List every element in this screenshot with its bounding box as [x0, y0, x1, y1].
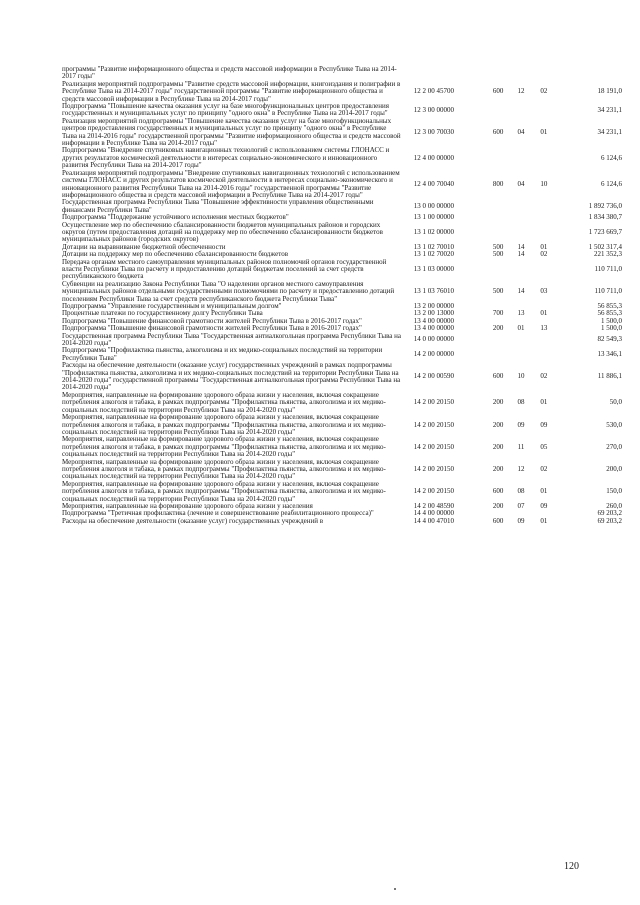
target-article-code: 12 4 00 70040	[413, 179, 454, 188]
section-code: 01	[517, 324, 525, 333]
budget-item-name: Государственная программа Республики Тыва "Государственная антиалкогольная программа Республики Тыва на 2014-2020 годы"	[62, 331, 402, 348]
subsection-code: 13	[540, 324, 548, 333]
budget-item-name: Передача органам местного самоуправления муниципальных районов полномочий органов государственной власти Республики Тыва по расчету и предоставлению дотаций бюджетам поселений за счет средств республиканского бюджета	[62, 257, 387, 281]
expense-type	[487, 333, 510, 348]
section-code: 12	[517, 464, 525, 473]
budget-item-name: Осуществление мер по обеспечению сбалансированности бюджетов муниципальных районов и городских округов (путем предоставления дотаций на поддержку мер по обеспечению сбалансированности бюджетов муниципальных районов (городских округов)	[62, 220, 383, 244]
table-row	[62, 81, 622, 103]
subsection-code	[532, 199, 555, 214]
expense-type: 800	[492, 179, 504, 188]
section-code: 14	[517, 242, 525, 251]
subsection-code: 01	[540, 487, 548, 496]
table-row	[62, 347, 622, 362]
amount: 6 124,6	[601, 153, 622, 162]
table-row	[62, 199, 622, 214]
target-article-code: 14 2 00 20150	[413, 487, 454, 496]
subsection-code	[532, 103, 555, 118]
section-code: 09	[517, 516, 525, 525]
page-number: 120	[564, 861, 579, 872]
target-article-code: 14 2 00 20150	[413, 464, 454, 473]
expense-type: 600	[492, 87, 504, 96]
budget-item-name: Дотации на поддержку мер по обеспечению сбалансированности бюджетов	[62, 250, 288, 259]
expense-type: 200	[492, 464, 504, 473]
amount: 56 855,3	[597, 302, 622, 310]
target-article-code: 14 0 00 00000	[413, 335, 454, 344]
section-code	[510, 333, 533, 348]
amount: 18 191,0	[597, 87, 622, 96]
amount: 34 231,1	[597, 127, 622, 136]
section-code	[510, 347, 533, 362]
expense-type: 700	[492, 309, 504, 318]
subsection-code: 02	[540, 372, 548, 381]
budget-item-name: Государственная программа Республики Тыва "Повышение эффективности управления общественными финансами Республики Тыва"	[62, 198, 374, 214]
target-article-code: 13 1 02 70020	[413, 250, 454, 259]
amount: 110 711,0	[594, 287, 622, 296]
target-article-code: 14 4 00 00000	[413, 509, 454, 518]
budget-item-name: Подпрограмма "Повышение финансовой грамотности жителей Республики Тыва в 2016-2017 годах"	[62, 316, 362, 325]
table-row	[62, 459, 622, 481]
section-code	[510, 147, 533, 169]
budget-item-name: Расходы на обеспечение деятельности (оказание услуг) государственных учреждений в	[62, 516, 324, 525]
budget-item-name: Реализация мероприятий подпрограммы "Внедрение спутниковых навигационных технологий с использованием системы ГЛОНАСС и других результатов космической деятельности в интересах социально-экономического и инновационного развития Республики Тыва на 2014-2016 годы" государственной программы "Развитие информационного общества и средств массовой информации в Республике Тыва на 2014-2017 годы"	[62, 168, 400, 199]
target-article-code: 14 2 00 00000	[413, 350, 454, 359]
amount: 34 231,1	[597, 105, 622, 114]
section-code: 04	[517, 179, 525, 188]
expense-type: 200	[492, 420, 504, 429]
expense-type: 500	[492, 287, 504, 296]
amount: 69 203,2	[597, 516, 622, 525]
subsection-code: 09	[540, 501, 548, 510]
amount	[555, 66, 622, 81]
amount: 1 892 736,0	[588, 202, 622, 211]
expense-type	[487, 199, 510, 214]
expense-type: 200	[492, 442, 504, 451]
section-code: 09	[517, 420, 525, 429]
expense-type: 200	[492, 324, 504, 333]
amount: 6 124,6	[601, 179, 622, 188]
subsection-code	[532, 222, 555, 244]
table-row	[62, 118, 622, 148]
amount: 1 502 317,4	[588, 242, 622, 251]
expense-type: 500	[492, 250, 504, 259]
amount: 11 886,1	[597, 372, 622, 381]
amount: 150,0	[606, 487, 622, 496]
section-code: 08	[517, 487, 525, 496]
table-row	[62, 333, 622, 348]
section-code: 08	[517, 398, 525, 407]
amount: 56 855,3	[597, 309, 622, 318]
subsection-code: 01	[540, 309, 548, 318]
budget-item-name: Процентные платежи по государственному долгу Республики Тыва	[62, 309, 263, 318]
table-row	[62, 66, 622, 81]
target-article-code: 13 4 00 00000	[413, 316, 454, 325]
subsection-code: 01	[540, 516, 548, 525]
amount: 221 352,3	[594, 250, 622, 259]
target-article-code: 13 2 00 13000	[413, 309, 454, 318]
section-code: 12	[517, 87, 525, 96]
budget-item-name: программы "Развитие информационного общества и средств массовой информации в Республике Тыва на 2014-2017 годы"	[62, 65, 397, 81]
amount: 82 549,3	[597, 335, 622, 344]
amount: 530,0	[606, 420, 622, 429]
expense-type: 500	[492, 242, 504, 251]
expense-type: 600	[492, 127, 504, 136]
target-article-code: 13 4 00 00000	[413, 324, 454, 333]
expense-type	[487, 222, 510, 244]
amount: 69 203,2	[597, 509, 622, 518]
amount: 1 500,0	[601, 324, 622, 333]
target-article-code: 12 2 00 45700	[413, 87, 454, 96]
subsection-code: 02	[540, 87, 548, 96]
target-article-code: 14 2 00 20150	[413, 420, 454, 429]
table-row	[62, 518, 622, 525]
table-row	[62, 481, 622, 503]
target-article-code: 14 2 00 48590	[413, 501, 454, 510]
expense-type	[487, 214, 510, 221]
budget-item-name: Мероприятия, направленные на формирование здорового образа жизни у населения, включая сокращение потребления алкоголя и табака, в рамках подпрограммы "Профилактика пьянства, алкоголизма и их медико-социальных последствий на территории Республики Тыва на 2014-2020 годы"	[62, 413, 386, 436]
budget-item-name: Подпрограмма "Повышение качества оказания услуг на базе многофункциональных центров предоставления государственных и муниципальных услуг по принципу "одного окна" в Республике Тыва на 2014-2017 годы"	[62, 102, 389, 118]
subsection-code: 02	[540, 464, 548, 473]
budget-item-name: Реализация мероприятий подпрограммы "Развитие средств массовой информации, книгоиздания и полиграфии в Республике Тыва на 2014-2017 годы" государственной программы "Развитие информационного общества и средств массовой информации в Республике Тыва на 2014-2017 годы"	[62, 79, 401, 103]
target-article-code: 13 1 03 76010	[413, 287, 454, 296]
section-code	[510, 214, 533, 221]
table-row	[62, 259, 622, 281]
expense-type	[487, 147, 510, 169]
expense-type	[487, 66, 510, 81]
target-article-code: 14 2 00 00590	[413, 372, 454, 381]
target-article-code: 14 2 00 20150	[413, 442, 454, 451]
budget-item-name: Мероприятия, направленные на формирование здорового образа жизни у населения	[62, 501, 313, 510]
section-code: 10	[517, 372, 525, 381]
subsection-code	[532, 347, 555, 362]
expense-type: 200	[492, 398, 504, 407]
table-row	[62, 414, 622, 436]
table-row	[62, 281, 622, 303]
subsection-code: 09	[540, 420, 548, 429]
amount: 1 723 669,7	[588, 227, 622, 236]
section-code	[510, 259, 533, 281]
subsection-code	[532, 333, 555, 348]
budget-item-name: Подпрограмма "Третичная профилактика (лечение и совершенствование реабилитационного процесса)"	[62, 509, 374, 518]
budget-item-name: Мероприятия, направленные на формирование здорового образа жизни у населения, включая сокращение потребления алкоголя и табака, в рамках подпрограммы "Профилактика пьянства, алкоголизма и их медико-социальных последствий на территории Республики Тыва на 2014-2020 годы"	[62, 457, 386, 481]
section-code: 11	[517, 442, 525, 451]
budget-item-name: Подпрограмма "Профилактика пьянства, алкоголизма и их медико-социальных последствий на территории Республики Тыва"	[62, 346, 383, 362]
expense-type: 600	[492, 372, 504, 381]
budget-document	[62, 66, 622, 525]
subsection-code: 01	[540, 242, 548, 251]
table-row	[62, 436, 622, 458]
subsection-code: 01	[540, 127, 548, 136]
budget-table	[62, 66, 622, 525]
section-code: 04	[517, 127, 525, 136]
subsection-code: 01	[540, 398, 548, 407]
expense-type	[487, 103, 510, 118]
target-article-code: 13 0 00 00000	[413, 202, 454, 211]
subsection-code: 02	[540, 250, 548, 259]
scan-speck	[394, 888, 396, 890]
target-article-code: 12 4 00 00000	[413, 153, 454, 162]
target-article-code: 12 3 00 00000	[413, 105, 454, 114]
subsection-code	[532, 214, 555, 221]
section-code	[510, 199, 533, 214]
budget-item-name: Подпрограмма "Управление государственным и муниципальным долгом"	[62, 302, 282, 310]
expense-type	[487, 347, 510, 362]
subsection-code: 05	[540, 442, 548, 451]
table-row	[62, 392, 622, 414]
target-article-code: 14 4 00 47010	[413, 516, 454, 525]
target-article-code: 13 1 02 00000	[413, 227, 454, 236]
target-article-code: 13 2 00 00000	[413, 302, 454, 310]
amount: 1 834 380,7	[588, 213, 622, 222]
table-row	[62, 103, 622, 118]
expense-type: 200	[492, 501, 504, 510]
target-article-code: 13 1 00 00000	[413, 213, 454, 222]
budget-item-name: Расходы на обеспечение деятельности (оказание услуг) государственных учреждений в рамках подпрограммы "Профилактика пьянства, алкоголизма и их медико-социальных последствий на территории Республики Тыва на 2014-2020 годы" государственной программы "Государственная антиалкогольная программа Республики Тыва на 2014-2020 годы"	[62, 361, 401, 392]
table-row	[62, 170, 622, 200]
table-row	[62, 222, 622, 244]
section-code: 14	[517, 287, 525, 296]
target-article-code: 13 1 03 00000	[413, 264, 454, 273]
budget-item-name: Подпрограмма "Повышение финансовой грамотности жителей Республики Тыва в 2016-2017 годах"	[62, 324, 362, 333]
expense-type: 600	[492, 516, 504, 525]
section-code	[510, 66, 533, 81]
budget-item-name: Дотации на выравнивание бюджетной обеспеченности	[62, 242, 226, 251]
budget-item-name: Субвенции на реализацию Закона Республики Тыва "О наделении органов местного самоуправления муниципальных районов отдельными государственными полномочиями по расчету и предоставлению дотаций поселениям Республики Тыва за счет средств республиканского бюджета Республики Тыва"	[62, 279, 395, 303]
amount: 13 346,1	[597, 350, 622, 359]
target-article-code: 13 1 02 70010	[413, 242, 454, 251]
target-article-code	[412, 66, 487, 81]
subsection-code: 03	[540, 287, 548, 296]
table-row	[62, 147, 622, 169]
subsection-code	[532, 259, 555, 281]
expense-type: 600	[492, 487, 504, 496]
budget-item-name: Мероприятия, направленные на формирование здорового образа жизни у населения, включая сокращение потребления алкоголя и табака, в рамках подпрограммы "Профилактика пьянства, алкоголизма и их медико-социальных последствий на территории Республики Тыва на 2014-2020 годы"	[62, 390, 386, 414]
amount: 110 711,0	[594, 264, 622, 273]
section-code: 14	[517, 250, 525, 259]
section-code: 13	[517, 309, 525, 318]
target-article-code: 12 3 00 70030	[413, 127, 454, 136]
section-code	[510, 103, 533, 118]
subsection-code	[532, 66, 555, 81]
target-article-code: 14 2 00 20150	[413, 398, 454, 407]
budget-table-body	[62, 66, 622, 525]
table-row	[62, 362, 622, 392]
subsection-code	[532, 147, 555, 169]
amount: 50,0	[609, 398, 622, 407]
section-code	[510, 222, 533, 244]
amount: 200,0	[606, 464, 622, 473]
subsection-code: 10	[540, 179, 548, 188]
budget-item-name: Реализация мероприятий подпрограммы "Повышение качества оказания услуг на базе многофункциональных центров предоставления государственных и муниципальных услуг по принципу "одного окна" в Республике Тыва на 2014-2016 годы" государственной программы "Развитие информационного общества и средств массовой информации в Республике Тыва на 2014-2017 годы"	[62, 116, 401, 148]
amount: 270,0	[606, 442, 622, 451]
section-code: 07	[517, 501, 525, 510]
budget-item-name: Подпрограмма "Внедрение спутниковых навигационных технологий с использованием системы ГЛОНАСС и других результатов космической деятельности в интересах социально-экономического и инновационного развития Республики Тыва на 2014-2017 годы"	[62, 146, 390, 170]
budget-item-name: Мероприятия, направленные на формирование здорового образа жизни у населения, включая сокращение потребления алкоголя и табака, в рамках подпрограммы "Профилактика пьянства, алкоголизма и их медико-социальных последствий на территории Республики Тыва на 2014-2020 годы"	[62, 435, 386, 459]
budget-item-name: Подпрограмма "Поддержание устойчивого исполнения местных бюджетов"	[62, 213, 289, 222]
amount: 1 500,0	[601, 316, 622, 325]
amount: 260,0	[606, 501, 622, 510]
budget-item-name: Мероприятия, направленные на формирование здорового образа жизни у населения, включая сокращение потребления алкоголя и табака, в рамках подпрограммы "Профилактика пьянства, алкоголизма и их медико-социальных последствий на территории Республики Тыва на 2014-2020 годы"	[62, 479, 386, 503]
expense-type	[487, 259, 510, 281]
